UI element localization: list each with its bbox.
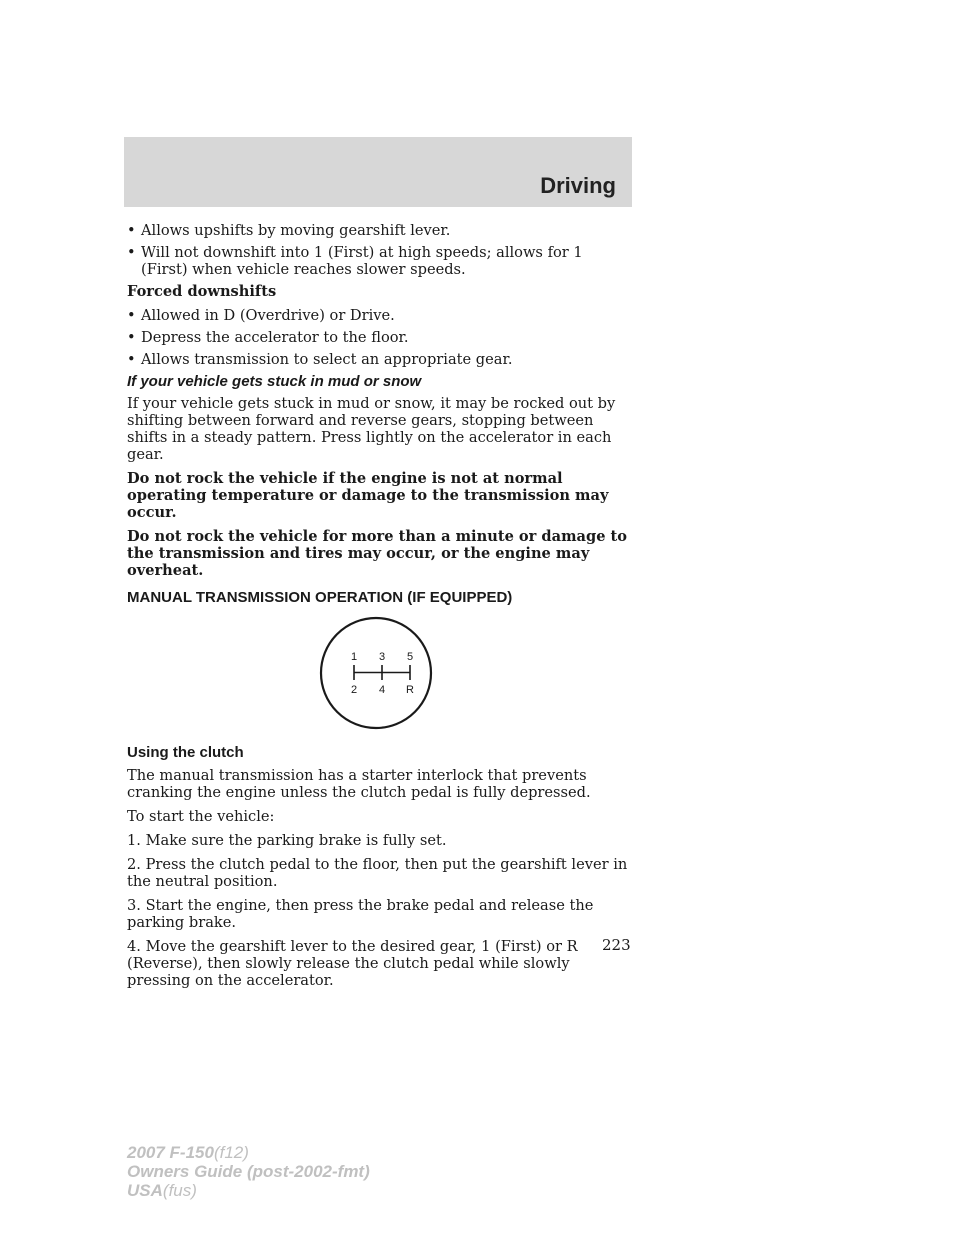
shift-pattern-diagram <box>127 606 632 744</box>
gearshift-pattern-icon <box>319 616 433 730</box>
clutch-lead: To start the vehicle: <box>127 808 275 825</box>
clutch-intro: The manual transmission has a starter interlock that prevents cranking the engine unless the clutch pedal is fully depressed. <box>127 767 591 801</box>
clutch-step: 3. Start the engine, then press the brake pedal and release the parking brake. <box>127 897 594 931</box>
footer-market-code: (fus) <box>162 1181 197 1200</box>
stuck-body: If your vehicle gets stuck in mud or snow, it may be rocked out by shifting between forward and reverse gears, stopping between shifts in a steady pattern. Press lightly on the accelerator in each gear. <box>127 395 616 463</box>
gear-label: R <box>406 684 414 696</box>
footer-code: (f12) <box>213 1143 249 1162</box>
list-item: • Allows transmission to select an appropriate gear. <box>127 351 513 368</box>
bullet-marker: • <box>127 244 136 261</box>
bullet-marker: • <box>127 329 136 346</box>
forced-downshifts-heading: Forced downshifts <box>127 283 277 300</box>
footer-model: 2007 F-150 <box>127 1143 214 1162</box>
clutch-step: 4. Move the gearshift lever to the desired gear, 1 (First) or R (Reverse), then slowly release the clutch pedal while slowly pressing on the accelerator. <box>127 938 578 989</box>
bullet-marker: • <box>127 351 136 368</box>
footer-guide: Owners Guide (post-2002-fmt) <box>127 1162 370 1181</box>
gear-label: 1 <box>350 651 358 663</box>
manual-transmission-heading: MANUAL TRANSMISSION OPERATION (IF EQUIPPED) <box>127 589 513 606</box>
gear-label: 5 <box>406 651 414 663</box>
gear-label: 4 <box>378 684 386 696</box>
bullet-marker: • <box>127 307 136 324</box>
warning-text: Do not rock the vehicle for more than a minute or damage to the transmission and tires may occur, or the engine may overheat. <box>127 528 628 579</box>
warning-text: Do not rock the vehicle if the engine is not at normal operating temperature or damage to the transmission may occur. <box>127 470 609 521</box>
list-item: • Allowed in D (Overdrive) or Drive. <box>127 307 395 324</box>
gear-label: 2 <box>350 684 358 696</box>
list-item: • Depress the accelerator to the floor. <box>127 329 409 346</box>
stuck-heading: If your vehicle gets stuck in mud or snow <box>127 373 422 390</box>
page-number: 223 <box>602 936 631 954</box>
list-item: • Will not downshift into 1 (First) at high speeds; allows for 1 (First) when vehicle reaches slower speeds. <box>127 244 583 278</box>
bullet-marker: • <box>127 222 136 239</box>
footer-market: USA <box>127 1181 163 1200</box>
section-header-band <box>124 137 632 207</box>
clutch-step: 2. Press the clutch pedal to the floor, then put the gearshift lever in the neutral position. <box>127 856 628 890</box>
gear-label: 3 <box>378 651 386 663</box>
section-title: Driving <box>540 173 616 198</box>
list-item: • Allows upshifts by moving gearshift lever. <box>127 222 451 239</box>
document-footer <box>127 1143 370 1200</box>
page-content <box>127 222 632 996</box>
clutch-step: 1. Make sure the parking brake is fully set. <box>127 832 447 849</box>
clutch-heading: Using the clutch <box>127 744 244 761</box>
